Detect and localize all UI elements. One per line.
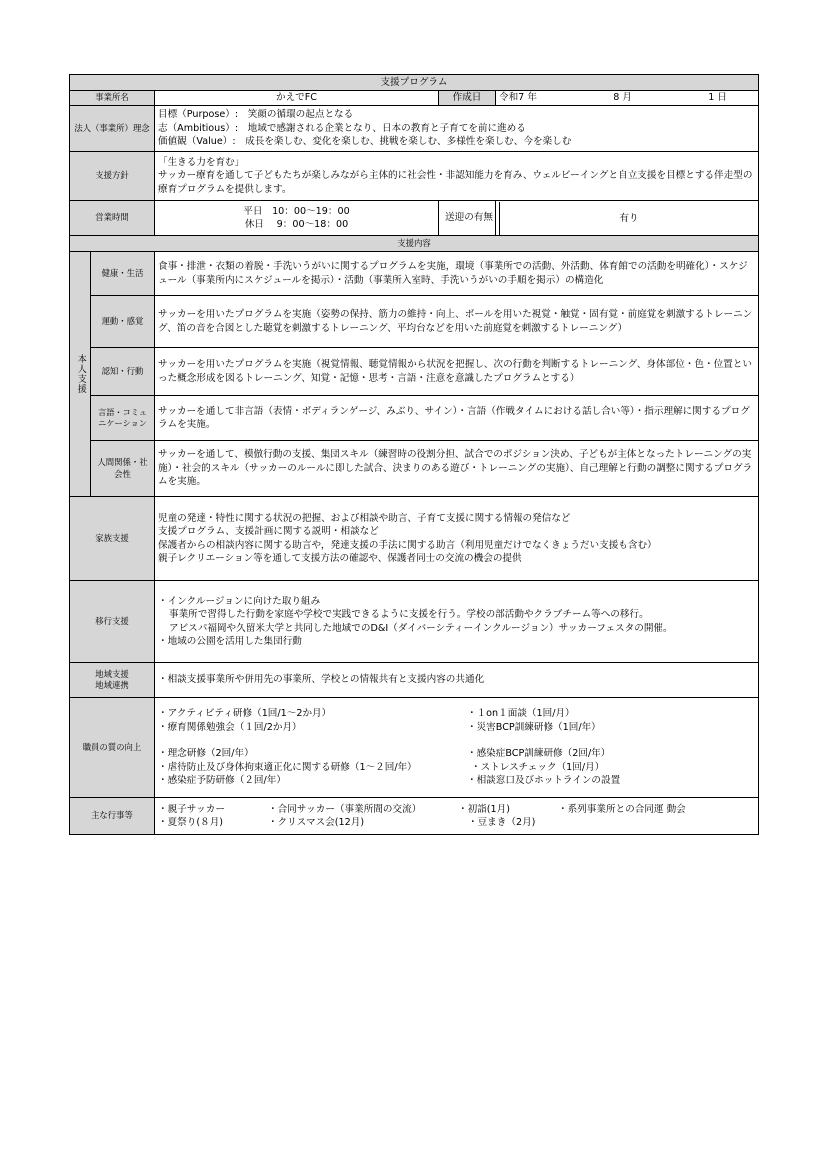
training-item: ・災害BCP訓練研修（1回/年） (467, 721, 601, 733)
business-hours (155, 201, 439, 236)
created-date (496, 91, 759, 106)
support-item-text: サッカーを通して非言語（表情・ボディランゲージ、みぶり、サイン）・言語（作戦タイムにおける話し合い等）・指示理解に関するプログラムを実施。 (155, 396, 759, 441)
support-item-text: サッカーを用いたプログラムを実施（視覚情報、聴覚情報から状況を把握し、次の行動を判断するトレーニング、身体部位・色・位置といった概念形成を図るトレーニング、知覚・記憶・思考・言語・注意を意識したプログラムとする） (155, 348, 759, 396)
community-support-label: 地域支援 地域連携 (70, 663, 155, 698)
date-day: 1 日 (708, 92, 727, 104)
training-item: ・理念研修（2回/年） (158, 748, 254, 760)
transition-line: ・インクルージョンに向けた取り組み (158, 595, 321, 607)
transition-support-label: 移行支援 (70, 581, 155, 663)
training-item: ・虐待防止及び身体拘束適正化に関する研修（1〜２回/年） (158, 761, 417, 773)
family-support-content (155, 497, 759, 581)
event-item: ・夏祭り(８月) (158, 817, 224, 828)
family-line: 児童の発達・特性に関する状況の把握、および相談や助言、子育て支援に関する情報の発信など (158, 512, 571, 524)
support-item-label: 認知・行動 (91, 348, 155, 396)
events-label: 主な行事等 (70, 798, 155, 835)
value-line: 価値観（Value）: 成長を楽しむ、変化を楽しむ、挑戦を楽しむ、多様性を楽しむ、今を楽しむ (158, 136, 572, 148)
training-item: ・アクティビティ研修（1回/1〜2か月） (158, 708, 332, 720)
event-item: ・初詣(1月) (458, 803, 510, 815)
weekday-hours: 平日 10：00〜19：00 (243, 205, 350, 217)
transition-line: アビスパ福岡や久留米大学と共同した地域でのD&I（ダイバーシティーインクルージョン）サッカーフェスタの開催。 (169, 622, 673, 634)
family-support-label: 家族支援 (70, 497, 155, 581)
family-line: 保護者からの相談内容に関する助言や，発達支援の手法に関する助言（利用児童だけでなくきょうだい支援も含む） (158, 539, 657, 551)
hours-label: 営業時間 (70, 201, 155, 236)
transport-label-text: 送迎の有無 (445, 212, 493, 224)
event-item: ・合同サッカー（事業所間の交流） (268, 803, 422, 815)
office-name-label: 事業所名 (70, 91, 155, 106)
transport-cell (445, 201, 759, 236)
event-item: ・系列事業所との合同運 動会 (558, 803, 686, 815)
training-item: ・相談窓口及びホットラインの設置 (467, 775, 621, 787)
transition-line: 事業所で習得した行動を家庭や学校で実践できるように支援を行う。学校の部活動やクラブチーム等への移行。 (169, 609, 649, 621)
support-item-text: サッカーを用いたプログラムを実施（姿勢の保持、筋力の維持・向上、ボールを用いた視覚・触覚・固有覚・前庭覚を刺激するトレーニング、笛の音を合図とした聴覚を刺激するトレーニング、平均台などを用いた前庭覚を刺激するトレーニング） (155, 296, 759, 348)
training-item: ・感染症BCP訓練研修（2回/年） (467, 748, 611, 760)
support-item-label: 言語・コミュニケーション (91, 396, 155, 441)
staff-quality-content (155, 698, 759, 798)
support-item-label: 人間関係・社会性 (91, 441, 155, 497)
transition-support-content (155, 581, 759, 663)
policy-motto: 「生きる力を育む」 (158, 156, 245, 168)
content-header: 支援内容 (70, 236, 759, 252)
event-item: ・豆まき（2月) (468, 817, 536, 828)
event-item: ・クリスマス会(12月) (268, 817, 365, 828)
family-line: 支援プログラム、支援計画に関する説明・相談など (158, 526, 379, 538)
community-support-content: ・相談支援事業所や併用先の事業所、学校との情報共有と支援内容の共通化 (155, 663, 759, 698)
policy-content (155, 152, 759, 201)
policy-label: 支援方針 (70, 152, 155, 201)
holiday-hours: 休日 9：00〜18：00 (244, 219, 349, 230)
date-era: 令和7 年 (499, 92, 537, 104)
philosophy-label: 法人（事業所）理念 (70, 106, 155, 152)
support-item-label: 健康・生活 (91, 252, 155, 296)
ambitious-line: 志（Ambitious）: 地域で感謝される企業となり、日本の教育と子育てを前に進める (158, 122, 526, 134)
support-item-text: サッカーを通して、模倣行動の支援、集団スキル（練習時の役割分担、試合でのポジション決め、子どもが主体となったトレーニングの実施）・社会的スキル（サッカーのルールに即した試合、決まりのある遊び・トレーニングの実施）、自己理解と行動の調整に関するプログラムを実施。 (155, 441, 759, 497)
staff-quality-label: 職員の質の向上 (70, 698, 155, 798)
transition-line: ・地域の公園を活用した集団行動 (158, 635, 302, 647)
support-item-label: 運動・感覚 (91, 296, 155, 348)
office-name: かえでFC (155, 91, 439, 106)
program-title: 支援プログラム (70, 75, 759, 91)
date-month: 8 月 (613, 92, 632, 104)
training-item: ・療育関係勉強会（１回/2か月） (158, 721, 302, 733)
self-support-label: 本人支援 (70, 252, 91, 497)
philosophy-content (155, 106, 759, 152)
policy-text: サッカー療育を通して子どもたちが楽しみながら主体的に社会性・非認知能力を育み、ウェルビーイングと自立支援を目標とする伴走型の療育プログラムを提供します。 (158, 170, 753, 195)
training-item: ・１on１面談（1回/月） (467, 708, 575, 720)
purpose-line: 目標（Purpose）: 笑顔の循環の起点となる (158, 109, 354, 121)
support-program-table (69, 74, 759, 835)
training-item: ・感染症予防研修（２回/年） (158, 775, 286, 787)
event-item: ・親子サッカー (158, 803, 225, 815)
events-content (155, 798, 759, 835)
support-item-text: 食事・排泄・衣類の着脱・手洗いうがいに関するプログラムを実施，環境（事業所での活動、外活動、体育館での活動を明確化）・スケジュール（事業所内にスケジュールを掲示）・活動（事業所入室時、手洗いうがいの手順を掲示）の構造化 (155, 252, 759, 296)
training-item: ・ストレスチェック（1回/月） (471, 761, 605, 773)
family-line: 親子レクリエーション等を通して支援方法の確認や、保護者同士の交流の機会の提供 (158, 552, 522, 564)
transport-value: 有り (499, 202, 758, 235)
created-date-label: 作成日 (439, 91, 496, 106)
